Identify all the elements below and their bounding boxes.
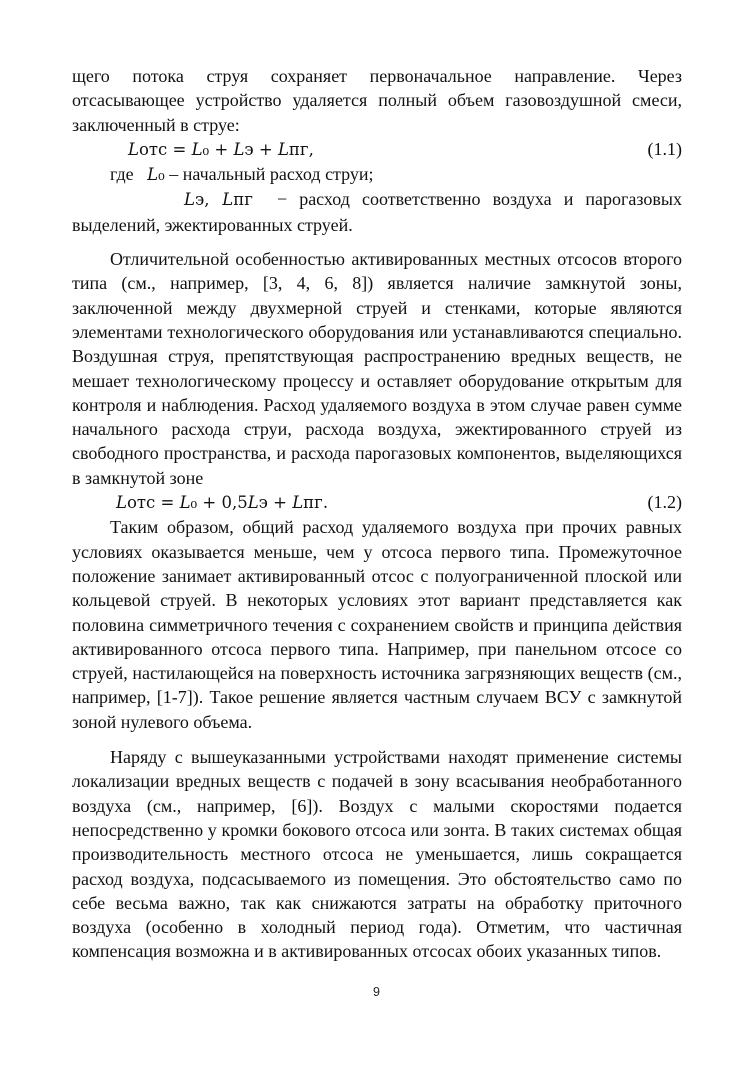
where-line-1 <box>72 162 682 187</box>
where-text-l0: – начальный расход струи; <box>169 164 374 185</box>
formula-1-2 <box>72 490 682 515</box>
formula-1-2-expression: 𝐿отс = 𝐿₀ + 0,5𝐿э + 𝐿пг. <box>116 493 329 513</box>
formula-1-1-expression: 𝐿отс = 𝐿₀ + 𝐿э + 𝐿пг, <box>128 139 314 159</box>
document-page <box>72 64 682 964</box>
formula-1-2-number: (1.2) <box>647 492 682 513</box>
formula-1-1-number: (1.1) <box>647 138 682 159</box>
where-symbols-le-lpg: 𝐿э, 𝐿пг <box>184 190 253 210</box>
paragraph-continuation: щего потока струя сохраняет первоначальное направление. Через отсасывающее устройство удаляется полный объем газовоздушной смеси, заключенный в струе: <box>72 66 682 135</box>
paragraph-localization: Наряду с вышеуказанными устройствами находят применение системы локализации вредных веществ с подачей в зону всасывания необработанного воздуха (см., например, [6]). Воздух с малыми скоростями подается непосредственно у кромки бокового отсоса или зонта. В таких системах общая производительность местного отсоса не уменьшается, лишь сокращается расход воздуха, подсасываемого из помещения. Это обстоятельство само по себе весьма важно, так как снижаются затраты на обработку приточного воздуха (особенно в холодный период года). Отметим, что частичная компенсация возможна и в активированных отсосах обоих указанных типов. <box>72 747 682 962</box>
where-line-2 <box>72 187 682 237</box>
page-number: 9 <box>373 985 380 999</box>
formula-1-1 <box>72 137 682 162</box>
paragraph-second-type: Отличительной особенностью активированных местных отсосов второго типа (см., например, [3, 4, 6, 8]) является наличие замкнутой зоны, заключенной между двухмерной струей и стенками, которые являются элементами технологического оборудования или устанавливаются специально. Воздушная струя, препятствующая распространению вредных веществ, не мешает технологическому процессу и оставляет оборудование открытым для контроля и наблюдения. Расход удаляемого воздуха в этом случае равен сумме начального расхода струи, расхода воздуха, эжектированного струей из свободного пространства, и расхода парогазовых компонентов, выделяющихся в замкнутой зоне <box>72 249 682 488</box>
paragraph-conclusion: Таким образом, общий расход удаляемого воздуха при прочих равных условиях оказывается меньше, чем у отсоса первого типа. Промежуточное положение занимает активированный отсос с полуограниченной плоской или кольцевой струей. В некоторых условиях этот вариант представляется как половина симметричного течения с сохранением свойств и принципа действия активированного отсоса первого типа. Например, при панельном отсосе со струей, настилающейся на поверхность источника загрязняющих веществ (см., например, [1-7]). Такое решение является частным случаем ВСУ с замкнутой зоной нулевого объема. <box>72 517 682 732</box>
where-text-le-lpg: − расход соответственно воздуха и парогазовых выделений, эжектированных струей. <box>72 189 683 235</box>
where-label: где <box>110 164 134 185</box>
where-symbol-l0: 𝐿₀ <box>147 165 165 185</box>
